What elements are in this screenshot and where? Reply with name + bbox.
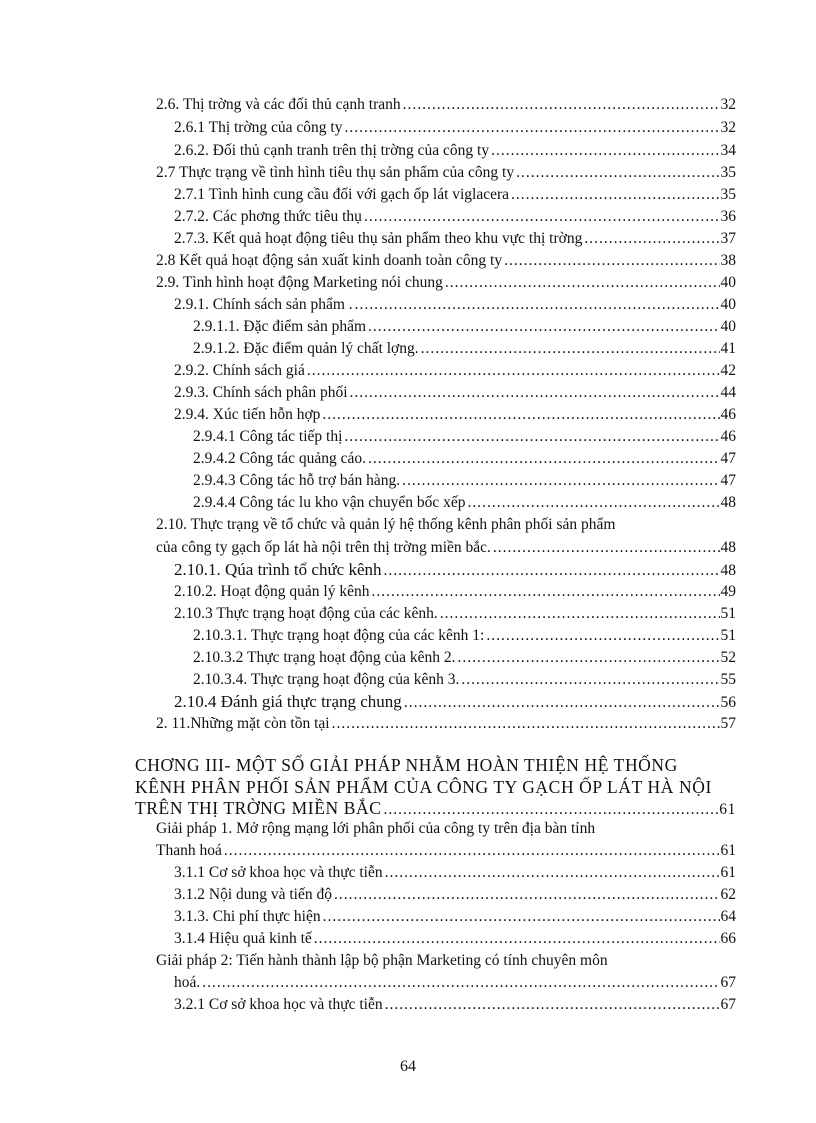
toc-entry-page: 38	[720, 252, 736, 269]
toc-leader-dots	[385, 994, 720, 1016]
toc-entry-page: 47	[720, 450, 736, 467]
toc-entry-text: 2.10.3.2 Thực trạng hoạt động của kênh 2.	[193, 649, 456, 666]
toc-entry	[193, 426, 736, 448]
toc-leader-dots	[307, 360, 720, 382]
toc-leader-dots	[364, 206, 720, 228]
toc-entry-text: 3.1.4 Hiệu quả kinh tế	[174, 930, 312, 947]
toc-entry	[193, 647, 736, 669]
toc-entry-text: 2.10.2. Hoạt động quản lý kênh	[174, 583, 370, 600]
toc-entry	[174, 559, 736, 581]
toc-entry	[174, 404, 736, 426]
toc-entry	[156, 272, 736, 294]
toc-entry	[156, 250, 736, 272]
toc-entry-text: 2.9.1.1. Đặc điểm sản phẩm	[193, 318, 367, 335]
toc-leader-dots	[334, 884, 720, 906]
toc-entry-text: 2.7 Thực trạng về tình hình tiêu thụ sản phẩm của công ty	[156, 164, 515, 181]
toc-entry-text: 3.1.1 Cơ sở khoa học và thực tiễn	[174, 864, 383, 881]
toc-entry	[193, 448, 736, 470]
toc-entry-page: 55	[720, 671, 736, 688]
toc-entry-page: 67	[720, 974, 736, 991]
toc-entry	[156, 537, 736, 559]
toc-entry	[193, 316, 736, 338]
toc-entry-page: 51	[720, 627, 736, 644]
toc-entry	[174, 140, 736, 162]
toc-leader-dots	[516, 162, 719, 184]
toc-entry-text: 2.9. Tình hình hoạt động Marketing nói chung	[156, 274, 443, 291]
toc-entry-page: 48	[720, 494, 736, 511]
toc-leader-dots	[493, 537, 720, 559]
toc-entry	[174, 360, 736, 382]
toc-leader-dots	[202, 972, 719, 994]
toc-leader-dots	[371, 581, 719, 603]
toc-entry-text: Giải pháp 2: Tiến hành thành lập bộ phận Marketing có tính chuyên môn	[156, 952, 608, 969]
toc-entry-text: 2.6.2. Đối thủ cạnh tranh trên thị trờng của công ty	[174, 142, 490, 159]
toc-leader-dots	[323, 906, 720, 928]
toc-entry	[174, 906, 736, 928]
toc-entry-page: 36	[720, 208, 736, 225]
toc-leader-dots	[491, 140, 719, 162]
toc-entry-text: 2.9.4.4 Công tác lu kho vận chuyển bốc xếp	[193, 494, 466, 511]
toc-leader-dots	[224, 840, 720, 862]
chapter-heading-text: TRÊN THỊ TRỜNG MIỀN BẮC	[135, 798, 382, 818]
toc-leader-dots	[445, 272, 720, 294]
toc-entry	[193, 669, 736, 691]
toc-entry-page: 52	[720, 649, 736, 666]
toc-entry-page: 34	[720, 142, 736, 159]
toc-entry-page: 40	[720, 274, 736, 291]
toc-leader-dots	[368, 448, 719, 470]
toc-entry-page: 47	[720, 472, 736, 489]
toc-entry-text: 2.9.3. Chính sách phân phối	[174, 384, 348, 401]
toc-leader-dots	[584, 228, 719, 250]
toc-leader-dots	[332, 713, 720, 735]
toc-leader-dots	[384, 798, 719, 820]
toc-entry-page: 41	[720, 340, 736, 357]
toc-entry-text: 2.10.3 Thực trạng hoạt động của các kênh.	[174, 605, 438, 622]
toc-leader-dots	[511, 184, 719, 206]
toc-leader-dots	[402, 470, 719, 492]
toc-entry-text: 2.7.2. Các phơng thức tiêu thụ	[174, 208, 362, 225]
toc-entry-page: 35	[720, 164, 736, 181]
toc-leader-dots	[403, 94, 720, 116]
toc-entry	[156, 162, 736, 184]
toc-entry	[174, 972, 736, 994]
chapter-heading-text: CHƠNG III- MỘT SỐ GIẢI PHÁP NHẰM HOÀN THIỆN HỆ THỐNG	[135, 755, 678, 775]
toc-entry	[174, 206, 736, 228]
toc-entry-page: 44	[720, 384, 736, 401]
toc-entry	[193, 470, 736, 492]
toc-entry	[174, 228, 736, 250]
toc-entry-page: 61	[720, 864, 736, 881]
toc-entry-line	[156, 514, 615, 536]
toc-entry	[174, 884, 736, 906]
toc-entry-text: 2.9.4. Xúc tiến hỗn hợp	[174, 406, 321, 423]
toc-entry-page: 62	[720, 886, 736, 903]
toc-entry-text: 2.7.3. Kết quả hoạt động tiêu thụ sản phẩm theo khu vực thị trờng	[174, 230, 583, 247]
toc-entry	[156, 840, 736, 862]
toc-leader-dots	[350, 382, 720, 404]
toc-entry	[174, 117, 736, 139]
toc-entry-page: 64	[720, 908, 736, 925]
toc-entry-page: 40	[720, 318, 736, 335]
toc-entry-page: 61	[719, 801, 736, 818]
chapter-heading-line	[135, 753, 678, 777]
toc-leader-dots	[344, 117, 719, 139]
toc-entry	[174, 603, 736, 625]
toc-entry-text: 2.8 Kết quả hoạt động sản xuất kinh doanh toàn công ty	[156, 252, 503, 269]
toc-entry	[174, 862, 736, 884]
toc-entry-text: 2. 11.Những mặt còn tồn tại	[156, 715, 330, 732]
toc-entry-text: 3.2.1 Cơ sở khoa học và thực tiễn	[174, 996, 383, 1013]
toc-entry	[174, 994, 736, 1016]
toc-leader-dots	[421, 338, 720, 360]
toc-entry-page: 37	[720, 230, 736, 247]
toc-entry-text: 2.10.3.1. Thực trạng hoạt động của các kênh 1:	[193, 627, 485, 644]
toc-leader-dots	[486, 625, 719, 647]
toc-entry-text: 2.10.4 Đánh giá thực trạng chung	[174, 692, 402, 711]
toc-entry-page: 48	[720, 539, 736, 556]
toc-entry-page: 42	[720, 362, 736, 379]
toc-leader-dots	[404, 692, 720, 713]
page-number: 64	[400, 1058, 416, 1075]
toc-leader-dots	[458, 647, 720, 669]
toc-entry-page: 46	[720, 406, 736, 423]
toc-entry-text: của công ty gạch ốp lát hà nội trên thị trờng miền bắc.	[156, 539, 491, 556]
toc-entry-page: 40	[720, 296, 736, 313]
toc-entry	[193, 338, 736, 360]
toc-entry-page: 51	[720, 605, 736, 622]
toc-leader-dots	[384, 560, 720, 581]
toc-leader-dots	[440, 603, 720, 625]
chapter-heading-entry	[135, 796, 736, 820]
toc-entry-page: 57	[720, 715, 736, 732]
toc-entry-page: 49	[720, 583, 736, 600]
toc-entry-text: 2.6. Thị trờng và các đối thủ cạnh tranh	[156, 96, 401, 113]
toc-entry	[193, 625, 736, 647]
toc-entry	[174, 581, 736, 603]
toc-leader-dots	[467, 492, 719, 514]
toc-entry-page: 32	[720, 119, 736, 136]
toc-entry-text: 2.10.1. Qúa trình tổ chức kênh	[174, 560, 382, 579]
chapter-heading-text: KÊNH PHÂN PHỐI SẢN PHẨM CỦA CÔNG TY GẠCH ỐP LÁT HÀ NỘI	[135, 777, 712, 797]
toc-entry-text: 2.10.3.4. Thực trạng hoạt động của kênh 3.	[193, 671, 460, 688]
toc-leader-dots	[368, 316, 719, 338]
toc-entry-text: Thanh hoá	[156, 842, 222, 859]
toc-entry-page: 67	[720, 996, 736, 1013]
toc-entry-text: 3.1.3. Chi phí thực hiện	[174, 908, 321, 925]
toc-entry	[174, 382, 736, 404]
toc-entry-page: 56	[720, 694, 736, 711]
toc-entry-page: 46	[720, 428, 736, 445]
toc-leader-dots	[355, 294, 720, 316]
toc-leader-dots	[314, 928, 720, 950]
toc-entry-text: 2.9.4.3 Công tác hỗ trợ bán hàng.	[193, 472, 401, 489]
toc-leader-dots	[461, 669, 719, 691]
toc-entry-text: 2.9.1.2. Đặc điểm quản lý chất lợng.	[193, 340, 419, 357]
toc-entry-text: 2.9.4.1 Công tác tiếp thị	[193, 428, 343, 445]
toc-leader-dots	[322, 404, 719, 426]
toc-entry-page: 35	[720, 186, 736, 203]
toc-entry-line	[156, 818, 595, 840]
toc-entry	[156, 713, 736, 735]
toc-entry	[174, 691, 736, 713]
toc-entry-text: 2.7.1 Tình hình cung cầu đối với gạch ốp lát viglacera	[174, 186, 510, 203]
toc-entry	[174, 928, 736, 950]
toc-leader-dots	[385, 862, 720, 884]
toc-entry-text: 2.9.4.2 Công tác quảng cáo.	[193, 450, 367, 467]
toc-entry-text: hoá.	[174, 974, 201, 991]
toc-entry-text: 2.9.2. Chính sách giá	[174, 362, 305, 379]
toc-entry-line	[156, 950, 608, 972]
toc-entry-text: 2.10. Thực trạng về tổ chức và quản lý hệ thống kênh phân phối sản phẩm	[156, 516, 616, 533]
toc-entry	[174, 184, 736, 206]
toc-entry-page: 66	[720, 930, 736, 947]
toc-entry	[156, 94, 736, 116]
toc-entry-text: 3.1.2 Nội dung và tiến độ	[174, 886, 332, 903]
toc-entry-page: 48	[720, 562, 736, 579]
toc-entry	[193, 492, 736, 514]
toc-entry-page: 32	[720, 96, 736, 113]
toc-leader-dots	[504, 250, 719, 272]
toc-entry-text: 2.9.1. Chính sách sản phẩm .	[174, 296, 353, 313]
toc-entry-text: 2.6.1 Thị trờng của công ty	[174, 119, 343, 136]
toc-entry-text: Giải pháp 1. Mở rộng mạng lới phân phối của công ty trên địa bàn tỉnh	[156, 820, 596, 837]
toc-entry	[174, 294, 736, 316]
toc-leader-dots	[344, 426, 719, 448]
toc-entry-page: 61	[720, 842, 736, 859]
